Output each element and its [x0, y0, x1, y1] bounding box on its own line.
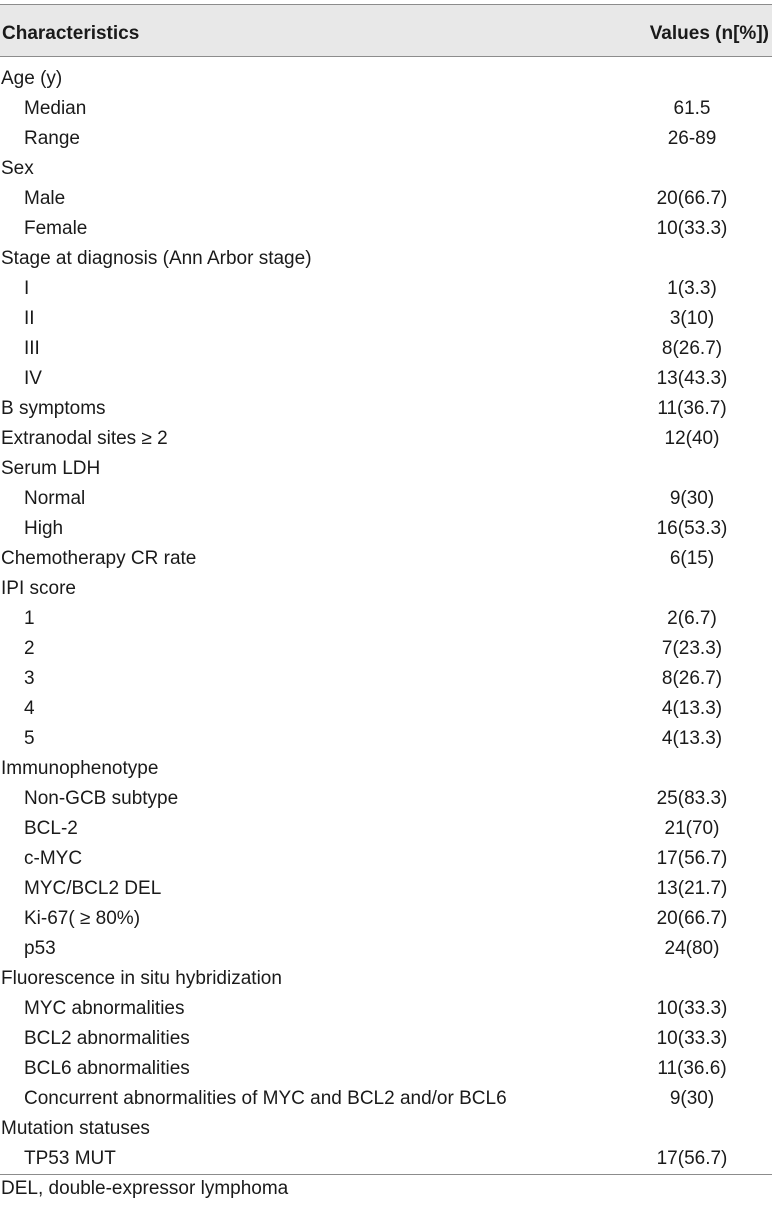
row-label: Stage at diagnosis (Ann Arbor stage): [1, 248, 312, 269]
row-label: Extranodal sites ≥ 2: [1, 428, 168, 449]
table-row: [0, 784, 772, 814]
row-value: 21(70): [664, 818, 720, 839]
row-label: BCL2 abnormalities: [24, 1028, 190, 1049]
row-label: Mutation statuses: [1, 1118, 150, 1139]
table-row: [0, 934, 772, 964]
table-row: [0, 424, 772, 454]
table-row: [0, 694, 772, 724]
table-row: [0, 574, 772, 604]
table-row: [0, 154, 772, 184]
table-row: [0, 1084, 772, 1114]
table-row: [0, 184, 772, 214]
table-row: [0, 724, 772, 754]
row-label: I: [24, 278, 30, 299]
table-row: [0, 274, 772, 304]
row-label: II: [24, 308, 35, 329]
table-row: [0, 334, 772, 364]
table-row: [0, 904, 772, 934]
row-value: 61.5: [673, 98, 711, 119]
table-row: [0, 544, 772, 574]
table-row: [0, 214, 772, 244]
row-value: 13(43.3): [656, 368, 728, 389]
table-row: [0, 814, 772, 844]
row-value: 26-89: [667, 128, 717, 149]
row-label: Non-GCB subtype: [24, 788, 179, 809]
table-row: [0, 244, 772, 274]
table-row: [0, 514, 772, 544]
row-label: MYC/BCL2 DEL: [24, 878, 162, 899]
row-value: 8(26.7): [661, 338, 723, 359]
row-label: Chemotherapy CR rate: [1, 548, 197, 569]
row-value: 11(36.7): [657, 398, 727, 419]
row-value: 17(56.7): [656, 848, 728, 869]
row-value: 9(30): [669, 488, 715, 509]
row-label: TP53 MUT: [24, 1148, 116, 1169]
bottom-rule: [0, 1174, 772, 1175]
row-label: B symptoms: [1, 398, 106, 419]
row-label: IPI score: [1, 578, 76, 599]
row-value: 4(13.3): [661, 728, 723, 749]
row-value: 9(30): [669, 1088, 715, 1109]
table-header: [0, 5, 772, 56]
row-label: MYC abnormalities: [24, 998, 185, 1019]
row-value: 10(33.3): [656, 218, 728, 239]
row-label: Female: [24, 218, 88, 239]
row-value: 16(53.3): [656, 518, 728, 539]
row-value: 10(33.3): [656, 998, 728, 1019]
header-values: Values (n[%]): [649, 23, 769, 44]
row-value: 7(23.3): [661, 638, 723, 659]
row-label: Age (y): [1, 68, 63, 89]
row-value: 8(26.7): [661, 668, 723, 689]
row-value: 6(15): [669, 548, 715, 569]
row-label: Median: [24, 98, 87, 119]
table-body: [0, 64, 772, 1174]
header-rule: [0, 56, 772, 57]
row-value: 2(6.7): [667, 608, 717, 629]
table-row: [0, 874, 772, 904]
row-label: Immunophenotype: [1, 758, 159, 779]
row-label: Male: [24, 188, 66, 209]
row-label: c-MYC: [24, 848, 83, 869]
table-row: [0, 364, 772, 394]
row-label: 3: [24, 668, 35, 689]
row-label: Normal: [24, 488, 86, 509]
table-row: [0, 484, 772, 514]
table-row: [0, 1024, 772, 1054]
table-row: [0, 844, 772, 874]
table-row: [0, 604, 772, 634]
row-value: 13(21.7): [656, 878, 728, 899]
row-label: 5: [24, 728, 35, 749]
table-footnote: DEL, double-expressor lymphoma: [1, 1178, 289, 1199]
row-value: 20(66.7): [656, 188, 728, 209]
row-label: Concurrent abnormalities of MYC and BCL2 and/or BCL6: [24, 1088, 507, 1109]
row-value: 24(80): [664, 938, 720, 959]
row-label: BCL-2: [24, 818, 78, 839]
header-characteristics: Characteristics: [2, 23, 140, 44]
row-label: Range: [24, 128, 80, 149]
row-value: 10(33.3): [656, 1028, 728, 1049]
table-row: [0, 454, 772, 484]
row-value: 17(56.7): [656, 1148, 728, 1169]
table-row: [0, 124, 772, 154]
row-value: 3(10): [669, 308, 715, 329]
table-row: [0, 664, 772, 694]
row-label: IV: [24, 368, 42, 389]
row-label: 4: [24, 698, 35, 719]
row-label: 2: [24, 638, 35, 659]
row-label: p53: [24, 938, 56, 959]
table-row: [0, 754, 772, 784]
row-label: III: [24, 338, 40, 359]
table-row: [0, 304, 772, 334]
row-label: Sex: [1, 158, 34, 179]
row-value: 11(36.6): [657, 1058, 727, 1079]
row-value: 25(83.3): [656, 788, 728, 809]
row-value: 12(40): [664, 428, 720, 449]
row-label: Serum LDH: [1, 458, 101, 479]
table-row: [0, 994, 772, 1024]
row-label: 1: [24, 608, 35, 629]
row-label: Fluorescence in situ hybridization: [1, 968, 282, 989]
table-row: [0, 1114, 772, 1144]
row-value: 4(13.3): [661, 698, 723, 719]
table-row: [0, 964, 772, 994]
table-row: [0, 64, 772, 94]
row-label: High: [24, 518, 64, 539]
row-label: Ki-67( ≥ 80%): [24, 908, 141, 929]
row-label: BCL6 abnormalities: [24, 1058, 190, 1079]
table-row: [0, 394, 772, 424]
table-row: [0, 1054, 772, 1084]
row-value: 1(3.3): [667, 278, 717, 299]
table-row: [0, 94, 772, 124]
row-value: 20(66.7): [656, 908, 728, 929]
table-row: [0, 634, 772, 664]
table-row: [0, 1144, 772, 1174]
